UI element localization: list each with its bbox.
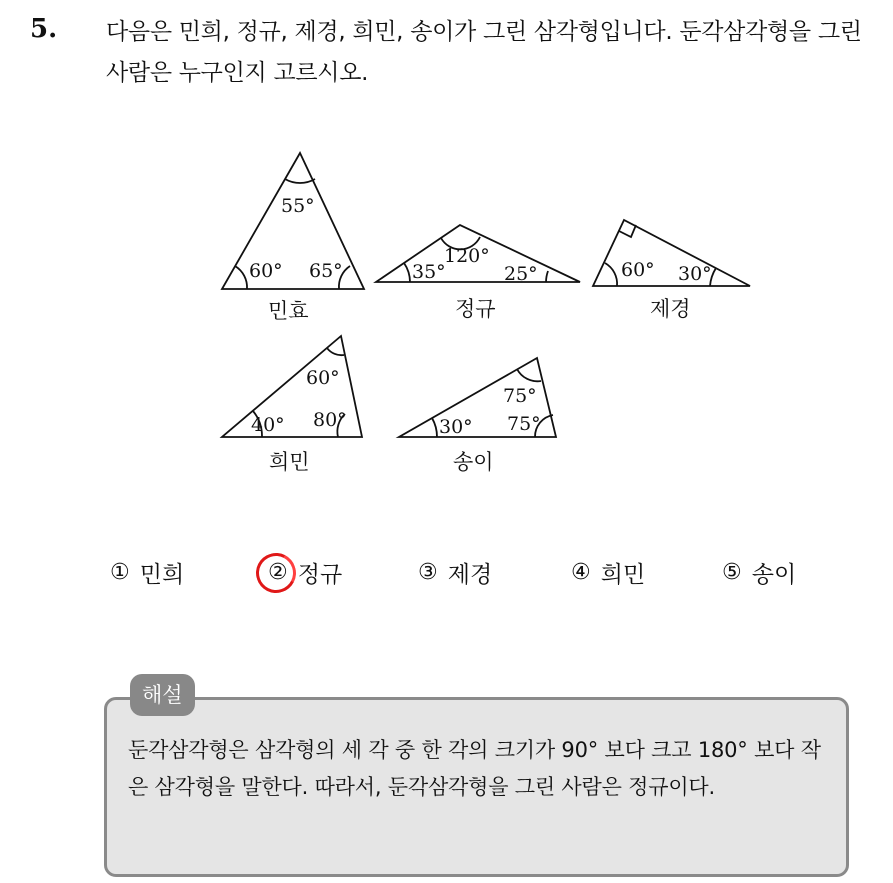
arc-3-left — [605, 263, 617, 286]
choice-2[interactable] — [268, 556, 342, 589]
angle-label: 40° — [251, 414, 285, 436]
choice-label: 민희 — [139, 562, 185, 588]
arc-5-left — [432, 418, 437, 437]
triangle-name: 정규 — [455, 297, 496, 321]
choice-label: 정규 — [297, 562, 343, 588]
angle-label: 60° — [621, 259, 655, 281]
arc-4-top — [327, 348, 344, 355]
choice-number: ④ — [571, 560, 591, 585]
choice-number: ③ — [418, 560, 438, 585]
triangle-name: 제경 — [650, 297, 691, 321]
arc-1-left — [235, 266, 247, 289]
explanation-badge: 해설 — [130, 674, 195, 716]
choice-number: ⑤ — [722, 560, 742, 585]
angle-label: 60° — [306, 367, 340, 389]
choice-5[interactable] — [722, 556, 796, 589]
angle-label: 25° — [504, 263, 538, 285]
question-text: 다음은 민희, 정규, 제경, 희민, 송이가 그린 삼각형입니다. 둔각삼각형을 그린 사람은 누구인지 고르시오. — [106, 19, 862, 86]
triangle-name: 민효 — [268, 299, 309, 323]
choice-1[interactable] — [110, 556, 184, 589]
arc-5-top — [517, 369, 541, 381]
arc-1-top — [285, 179, 315, 183]
question-number: 5. — [30, 14, 58, 44]
arc-2-left — [404, 263, 410, 282]
angle-label: 55° — [281, 195, 315, 217]
choice-number: ① — [110, 560, 130, 585]
answer-choices — [110, 556, 830, 596]
angle-label: 30° — [439, 416, 473, 438]
angle-label: 75° — [503, 385, 537, 407]
triangle-name: 송이 — [453, 450, 494, 474]
angle-label: 80° — [313, 409, 347, 431]
choice-label: 송이 — [751, 562, 797, 588]
angle-label: 120° — [444, 245, 490, 267]
triangle-name: 희민 — [269, 450, 310, 474]
angle-label: 65° — [309, 260, 343, 282]
arc-2-right — [546, 271, 548, 282]
angle-label: 60° — [249, 260, 283, 282]
angle-label: 35° — [412, 261, 446, 283]
choice-4[interactable] — [571, 556, 645, 589]
angle-label: 30° — [678, 263, 712, 285]
angle-label: 75° — [507, 413, 541, 435]
explanation-text: 둔각삼각형은 삼각형의 세 각 중 한 각의 크기가 90° 보다 크고 180° 보다 작은 삼각형을 말한다. 따라서, 둔각삼각형을 그린 사람은 정규이다. — [128, 738, 821, 799]
choice-label: 제경 — [447, 562, 493, 588]
choice-number-text: ② — [268, 560, 288, 585]
choice-number — [268, 560, 288, 585]
choice-label: 희민 — [600, 562, 646, 588]
choice-3[interactable] — [418, 556, 492, 589]
answer-circle-mark — [251, 548, 301, 598]
triangle-1 — [222, 153, 364, 289]
